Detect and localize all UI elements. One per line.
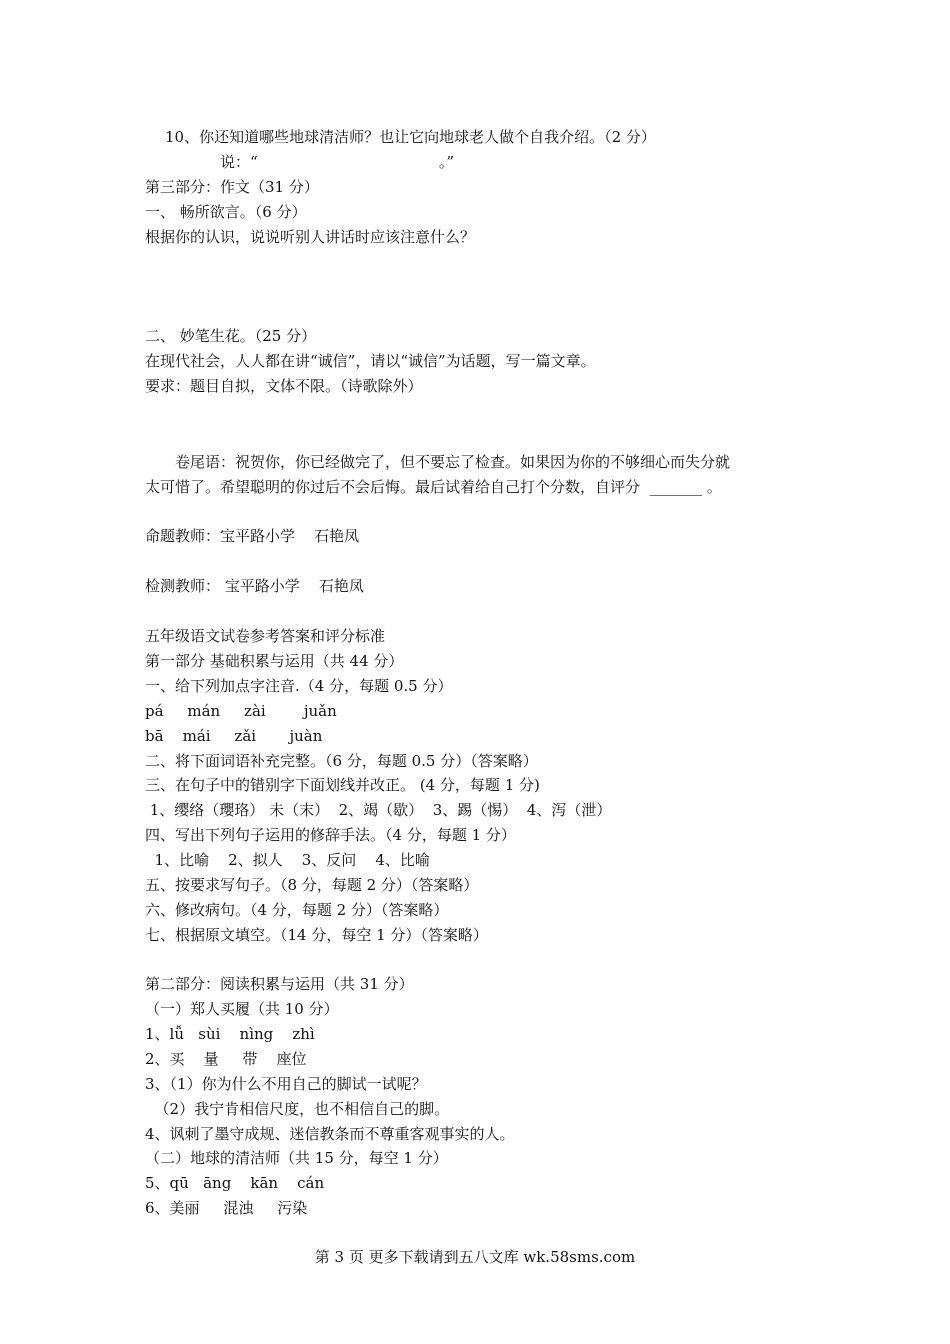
question-10: 10、你还知道哪些地球清洁师？也让它向地球老人做个自我介绍。（2 分） <box>165 128 656 146</box>
reading-one-answer-3b: （2）我宁肯相信尺度，也不相信自己的脚。 <box>145 1100 450 1118</box>
answer-item-four-heading: 四、写出下列句子运用的修辞手法。（4 分，每题 1 分） <box>145 826 516 844</box>
reading-one-answer-3a: 3、（1）你为什么不用自己的脚试一试呢？ <box>145 1075 427 1093</box>
answer-blank-line: 说：“ 。” <box>220 153 455 171</box>
reading-two-answer-5: 5、qū āng kān cán <box>145 1174 325 1192</box>
answer-item-four-content: 1、比喻 2、拟人 3、反问 4、比喻 <box>145 851 430 869</box>
answer-key-title: 五年级语文试卷参考答案和评分标准 <box>145 627 386 645</box>
reading-one-heading: （一）郑人买履（共 10 分） <box>145 1000 339 1018</box>
answer-item-one-heading: 一、给下列加点字注音.（4 分，每题 0.5 分） <box>145 677 453 695</box>
answer-item-six: 六、修改病句。（4 分，每题 2 分）（答案略） <box>145 901 449 919</box>
closing-note-line-1: 卷尾语：祝贺你，你已经做完了，但不要忘了检查。如果因为你的不够细心而失分就 <box>175 453 731 471</box>
section-one-prompt: 根据你的认识，说说听别人讲话时应该注意什么？ <box>145 228 476 246</box>
section-two-heading: 二、 妙笔生花。（25 分） <box>145 327 317 345</box>
reading-one-answer-2: 2、买 量 带 座位 <box>145 1050 307 1068</box>
answer-item-three-content: 1、缨络（瓔珞） 未（末） 2、竭（歇） 3、踢（惕） 4、泻（泄） <box>145 801 612 819</box>
answer-part-one-heading: 第一部分 基础积累与运用（共 44 分） <box>145 652 404 670</box>
part-three-heading: 第三部分：作文（31 分） <box>145 178 319 196</box>
answer-item-five: 五、按要求写句子。（8 分，每题 2 分）（答案略） <box>145 876 479 894</box>
reading-two-heading: （二）地球的清洁师（共 15 分，每空 1 分） <box>145 1149 448 1167</box>
answer-item-seven: 七、根据原文填空。（14 分，每空 1 分）（答案略） <box>145 926 488 944</box>
page-footer: 第 3 页 更多下载请到五八文库 wk.58sms.com <box>314 1248 636 1266</box>
section-one-heading: 一、 畅所欲言。（6 分） <box>145 203 307 221</box>
answer-item-three-heading: 三、在句子中的错别字下面划线并改正。 (4 分，每题 1 分) <box>145 776 540 794</box>
reading-two-answer-6: 6、美丽 混浊 污染 <box>145 1199 308 1217</box>
answer-part-two-heading: 第二部分：阅读积累与运用（共 31 分） <box>145 975 414 993</box>
essay-requirements: 要求：题目自拟，文体不限。（诗歌除外） <box>145 377 423 395</box>
setter-teacher: 命题教师：宝平路小学 石艳凤 <box>145 527 360 545</box>
essay-prompt: 在现代社会，人人都在讲“诚信”，请以“诚信”为话题，写一篇文章。 <box>145 352 596 370</box>
closing-note-line-2: 太可惜了。希望聪明的你过后不会后悔。最后试着给自己打个分数，自评分 _______ 。 <box>145 478 722 496</box>
checker-teacher: 检测教师： 宝平路小学 石艳凤 <box>145 577 364 595</box>
pinyin-row-2: bā mái zǎi juàn <box>145 727 323 745</box>
reading-one-answer-4: 4、讽刺了墨守成规、迷信教条而不尊重客观事实的人。 <box>145 1125 515 1143</box>
answer-item-two: 二、将下面词语补充完整。（6 分，每题 0.5 分）（答案略） <box>145 752 538 770</box>
reading-one-answer-1: 1、lǚ sùi nìng zhì <box>145 1025 315 1043</box>
pinyin-row-1: pá mán zài juǎn <box>145 702 337 720</box>
